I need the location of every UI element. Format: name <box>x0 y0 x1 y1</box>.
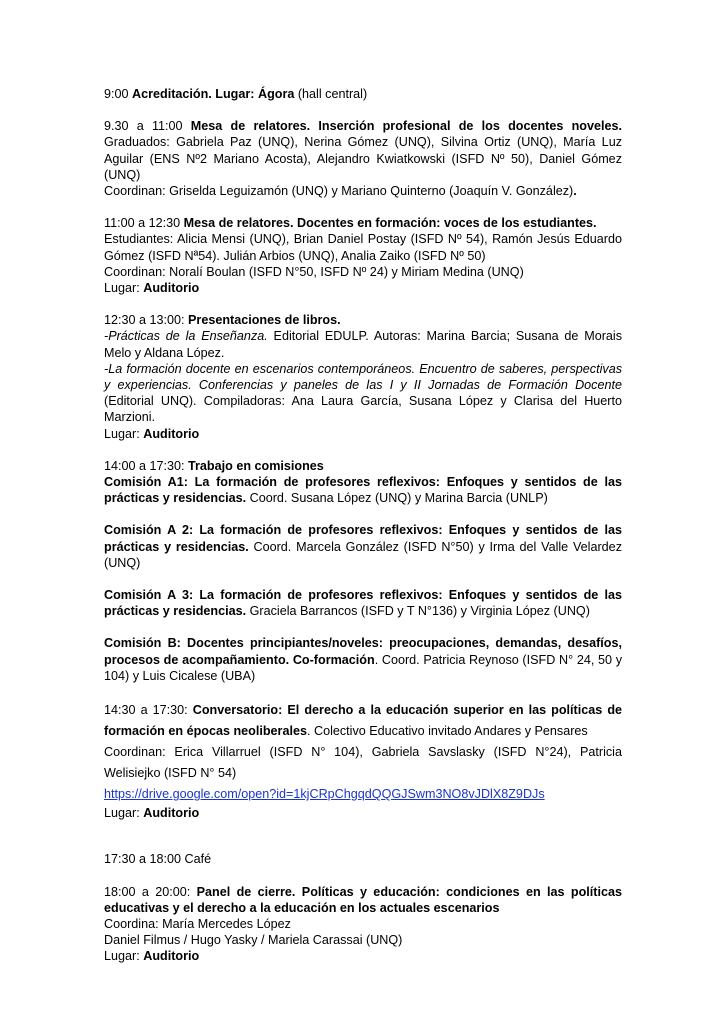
session-time: 9.30 a 11:00 <box>104 119 183 134</box>
location-value: Auditorio <box>143 949 200 964</box>
commission-a2 <box>104 522 622 571</box>
session-commissions <box>104 458 622 684</box>
session-location <box>104 805 622 821</box>
book-item <box>104 361 622 426</box>
commission-a1 <box>104 474 622 506</box>
location-label: Lugar: <box>104 949 140 964</box>
session-relatores-estudiantes <box>104 215 622 296</box>
commission-title: Comisión A 2: La formación de profesores reflexivos: Enfoques y sentidos de las prácticas y residencias. <box>104 523 622 554</box>
session-guests: . Colectivo Educativo invitado Andares y Pensares <box>306 724 588 739</box>
session-location <box>104 948 622 964</box>
coordinators: Coordinan: Griselda Leguizamón (UNQ) y Mariano Quinterno (Joaquín V. González) <box>104 184 574 199</box>
session-conversatorio <box>104 700 622 821</box>
graduates-list: Graduados: Gabriela Paz (UNQ), Nerina Gómez (UNQ), Silvina Ortiz (UNQ), María Luz Aguilar (ENS Nº2 Mariano Acosta), Alejandro Kwiatkowski (ISFD Nº 50), Daniel Gómez (UNQ) <box>104 135 622 182</box>
session-title: Acreditación. Lugar: Ágora <box>132 87 295 101</box>
drive-link[interactable]: https://drive.google.com/open?id=1kjCRpChgqdQQGJSwm3NO8vJDlX8Z9DJs <box>104 787 545 802</box>
commission-a3 <box>104 587 622 619</box>
location-label: Lugar: <box>104 426 140 441</box>
coordinators: Coordinan: Noralí Boulan (ISFD N°50, ISFD Nº 24) y Miriam Medina (UNQ) <box>104 264 524 279</box>
book-details: (Editorial UNQ). Compiladoras: Ana Laura García, Susana López y Clarisa del Huerto Marzioni. <box>104 394 622 425</box>
panel-coordinator: Coordina: María Mercedes López <box>104 916 291 931</box>
commission-coordinators: . Coord. Patricia Reynoso (ISFD N° 24, 50 y 104) y Luis Cicalese (UBA) <box>104 652 622 683</box>
session-title: Mesa de relatores. Inserción profesional de los docentes noveles. <box>190 119 622 134</box>
book-title: -Prácticas de la Enseñanza. <box>104 329 268 344</box>
book-title: -La formación docente en escenarios contemporáneos. Encuentro de saberes, perspectivas y experiencias. Conferencias y paneles de las I y II Jornadas de Formación Docente <box>104 361 622 393</box>
commission-title: Comisión B: Docentes principiantes/noveles: preocupaciones, demandas, desafíos, procesos de acompañamiento. Co-formación <box>104 636 622 667</box>
session-title: Trabajo en comisiones <box>188 458 324 473</box>
commission-b <box>104 635 622 684</box>
commission-coordinators: Coord. Susana López (UNQ) y Marina Barcia (UNLP) <box>246 491 548 506</box>
session-closing-panel <box>104 884 622 965</box>
session-time: 9:00 <box>104 87 129 101</box>
session-title: Presentaciones de libros. <box>188 313 341 328</box>
location-label: Lugar: <box>104 281 140 296</box>
coordinators: Coordinan: Erica Villarruel (ISFD N° 104), Gabriela Savslasky (ISFD N°24), Patricia Welisiejko (ISFD N° 54) <box>104 745 622 781</box>
session-accreditation <box>104 86 622 102</box>
location-label: Lugar: <box>104 806 140 821</box>
book-details: Editorial EDULP. Autoras: Marina Barcia; Susana de Morais Melo y Aldana López. <box>104 329 623 360</box>
session-title: Mesa de relatores. Docentes en formación: voces de los estudiantes. <box>183 216 597 231</box>
commission-title: Comisión A 3: La formación de profesores reflexivos: Enfoques y sentidos de las prácticas y residencias. <box>104 588 622 619</box>
session-book-presentations <box>104 312 622 442</box>
session-time: 18:00 a 20:00: <box>104 884 191 899</box>
location-value: Auditorio <box>143 426 200 441</box>
program-document <box>104 86 622 965</box>
session-time: 12:30 a 13:00: <box>104 313 185 328</box>
session-title: Panel de cierre. Políticas y educación: condiciones en las políticas educativas y el derecho a la educación en los actuales escenarios <box>104 884 622 915</box>
session-time: 11:00 a 12:30 <box>104 216 181 231</box>
commission-title: Comisión A1: La formación de profesores reflexivos: Enfoques y sentidos de las prácticas y residencias. <box>104 475 622 506</box>
location-value: Auditorio <box>143 806 200 821</box>
coordinators-period: . <box>573 184 577 199</box>
commission-coordinators: Coord. Marcela González (ISFD N°50) y Irma del Valle Velardez (UNQ) <box>104 539 622 570</box>
commission-coordinators: Graciela Barrancos (ISFD y T N°136) y Virginia López (UNQ) <box>246 604 590 619</box>
panelists: Daniel Filmus / Hugo Yasky / Mariela Carassai (UNQ) <box>104 933 403 948</box>
location-value: Auditorio <box>143 281 200 296</box>
students-list: Estudiantes: Alicia Mensi (UNQ), Brian Daniel Postay (ISFD Nº 54), Ramón Jesús Eduardo Gómez (ISFD Nª54). Julián Arbios (UNQ), Analia Zaiko (ISFD Nº 50) <box>104 232 622 263</box>
session-location <box>104 426 622 442</box>
session-title: Conversatorio: El derecho a la educación superior en las políticas de formación en épocas neoliberales <box>104 703 623 739</box>
session-location: (hall central) <box>297 87 368 101</box>
session-time: 14:00 a 17:30: <box>104 458 185 473</box>
session-coffee: 17:30 a 18:00 Café <box>104 852 212 867</box>
session-location <box>104 280 622 296</box>
session-relatores-noveles <box>104 118 622 199</box>
book-item <box>104 328 622 360</box>
session-time: 14:30 a 17:30: <box>104 703 188 718</box>
